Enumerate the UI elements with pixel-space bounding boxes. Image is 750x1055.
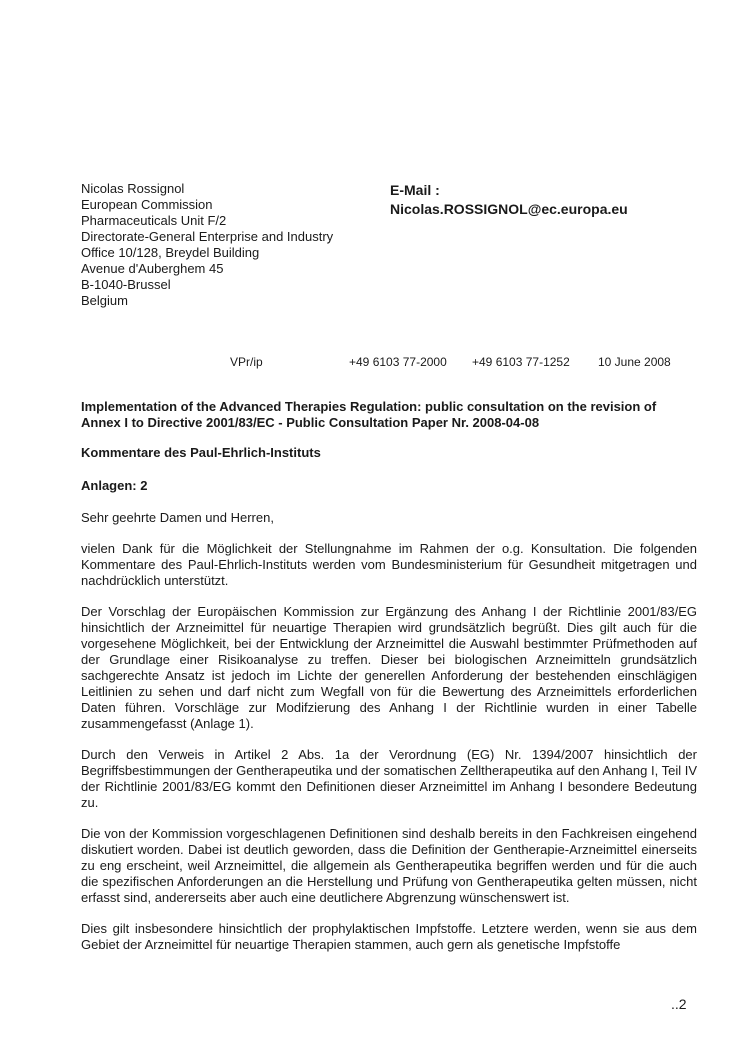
body-paragraph: Der Vorschlag der Europäischen Kommission zur Ergänzung des Anhang I der Richtlinie 2001/83/EG hinsichtlich der Arzneimittel für neuartige Therapien wird grundsätzlich begrüßt. Dies gilt auch für die vorgesehene Möglichkeit, bei der Entwicklung der Arzneimittel die Auswahl bestimmter Prüfmethoden auf der Grundlage einer Risikoanalyse zu treffen. Dieser bei biologischen Arzneimitteln grundsätzlich sachgerechte Ansatz ist jedoch im Lichte der generellen Anforderung der bestehenden einschlägigen Leitlinien zu sehen und darf nicht zum Wegfall von für die Bewertung des Arzneimittels erforderlichen Daten führen. Vorschläge zur Modifzierung des Anhang I der Richtlinie wurden in einer Tabelle zusammengefasst (Anlage 1). xyxy=(81,604,697,731)
address-line: Nicolas Rossignol xyxy=(81,181,185,196)
subject-line: Implementation of the Advanced Therapies Regulation: public consultation on the revision of Annex I to Directive 2001/83/EC - Public Consultation Paper Nr. 2008-04-08 xyxy=(81,399,657,430)
salutation: Sehr geehrte Damen und Herren, xyxy=(81,510,274,525)
body-paragraph: Durch den Verweis in Artikel 2 Abs. 1a der Verordnung (EG) Nr. 1394/2007 hinsichtlich der Begriffsbestimmungen der Gentherapeutika und der somatischen Zelltherapeutika auf den Anhang I, Teil IV der Richtlinie 2001/83/EG kommt den Definitionen dieser Arzneimittel im Anhang I besondere Bedeutung zu. xyxy=(81,747,697,810)
address-line: European Commission xyxy=(81,197,213,212)
reference-fax: +49 6103 77-1252 xyxy=(472,355,570,369)
attachments-note: Anlagen: 2 xyxy=(81,478,148,493)
email-label: E-Mail : xyxy=(390,182,440,198)
address-line: Avenue d'Auberghem 45 xyxy=(81,261,224,276)
body-paragraph: vielen Dank für die Möglichkeit der Stellungnahme im Rahmen der o.g. Konsultation. Die folgenden Kommentare des Paul-Ehrlich-Instituts werden vom Bundesministerium für Gesundheit mitgetragen und nachdrücklich unterstützt. xyxy=(81,541,697,588)
reference-date: 10 June 2008 xyxy=(598,355,671,369)
comments-heading: Kommentare des Paul-Ehrlich-Instituts xyxy=(81,445,321,460)
reference-code: VPr/ip xyxy=(230,355,263,369)
recipient-address xyxy=(81,181,333,309)
body-paragraph: Dies gilt insbesondere hinsichtlich der prophylaktischen Impfstoffe. Letztere werden, wenn sie aus dem Gebiet der Arzneimittel für neuartige Therapien stammen, auch gern als genetische Impfstoffe xyxy=(81,921,697,952)
email-address: Nicolas.ROSSIGNOL@ec.europa.eu xyxy=(390,201,628,217)
email-block xyxy=(390,181,628,219)
letter-body xyxy=(81,541,697,968)
address-line: Office 10/128, Breydel Building xyxy=(81,245,260,260)
reference-phone: +49 6103 77-2000 xyxy=(349,355,447,369)
address-line: Pharmaceuticals Unit F/2 xyxy=(81,213,227,228)
body-paragraph: Die von der Kommission vorgeschlagenen Definitionen sind deshalb bereits in den Fachkreisen eingehend diskutiert worden. Dabei ist deutlich geworden, dass die Definition der Gentherapie-Arzneimittel einerseits zu eng erscheint, weil Arzneimittel, die allgemein als Gentherapeutika begriffen werden und für die auch die spezifischen Anforderungen an die Herstellung und Prüfung von Gentherapeutika gelten müssen, nicht erfasst sind, andererseits aber auch eine deutlichere Abgrenzung wünschenswert ist. xyxy=(81,826,697,905)
address-line: B-1040-Brussel xyxy=(81,277,171,292)
page-continuation: ..2 xyxy=(671,996,687,1012)
address-line: Belgium xyxy=(81,293,128,308)
address-line: Directorate-General Enterprise and Industry xyxy=(81,229,334,244)
